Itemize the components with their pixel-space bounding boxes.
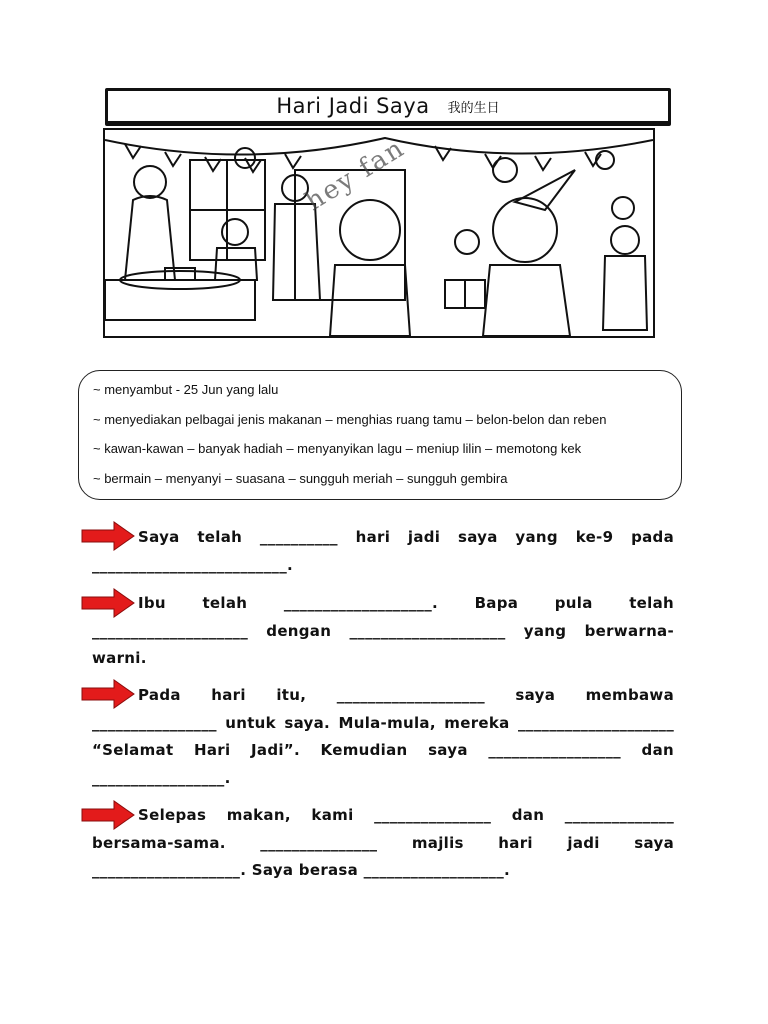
title-banner xyxy=(105,88,671,124)
hint-line: ~ menyambut - 25 Jun yang lalu xyxy=(93,382,279,397)
paragraph-4 xyxy=(92,802,674,885)
worksheet-title: Hari Jadi Saya xyxy=(276,94,430,118)
hint-line: ~ kawan-kawan – banyak hadiah – menyanyikan lagu – meniup lilin – memotong kek xyxy=(93,441,582,456)
watermark-stamp: hey fan xyxy=(300,132,411,218)
paragraph-1 xyxy=(92,524,674,579)
paragraph-3 xyxy=(92,682,674,792)
worksheet-title-chinese: 我的生日 xyxy=(447,100,500,116)
paragraph-text: Ibu telah ___________________. Bapa pula telah ____________________ dengan ____________________ yang berwarna-warni. xyxy=(92,594,674,667)
hint-box xyxy=(78,370,682,500)
hint-line: ~ menyediakan pelbagai jenis makanan – menghias ruang tamu – belon-belon dan reben xyxy=(93,411,607,427)
paragraph-text: Saya telah __________ hari jadi saya yang ke-9 pada _________________________. xyxy=(92,528,674,574)
hint-line: ~ bermain – menyanyi – suasana – sungguh meriah – sungguh gembira xyxy=(93,470,508,486)
paragraph-2 xyxy=(92,590,674,673)
paragraph-text: Selepas makan, kami _______________ dan ______________ bersama-sama. _______________ majlis hari jadi saya ___________________. Saya berasa __________________. xyxy=(92,806,674,879)
paragraph-text: Pada hari itu, ___________________ saya membawa ________________ untuk saya. Mula-mula, mereka ____________________ “Selamat Hari Jadi”. Kemudian saya _________________ dan _________________. xyxy=(92,686,674,787)
